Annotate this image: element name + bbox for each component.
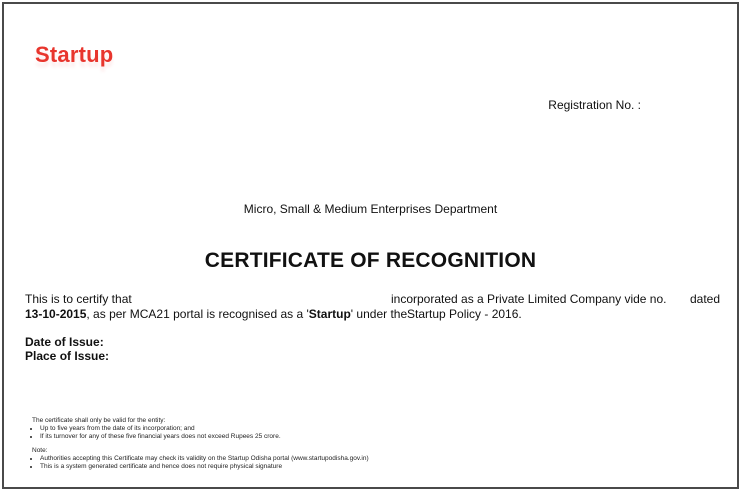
certification-statement: [25, 292, 720, 322]
date-of-issue-label: Date of Issue:: [25, 335, 104, 349]
validity-heading: The certificate shall only be valid for the entity:: [32, 417, 166, 424]
validity-notes: [32, 417, 369, 471]
issue-details: [25, 335, 109, 363]
mca-text: , as per MCA21 portal is recognised as a ': [86, 307, 309, 321]
note-item: • This is a system generated certificate and hence does not require physical signature: [40, 463, 369, 471]
place-of-issue-label: Place of Issue:: [25, 349, 110, 363]
incorporation-date: 13-10-2015: [25, 307, 87, 321]
note-item: • Authorities accepting this Certificate may check its validity on the Startup Odisha portal (www.startupodisha.gov.in): [40, 455, 369, 463]
startup-logo: Startup: [35, 42, 114, 67]
validity-item: • If its turnover for any of these five financial years does not exceed Rupees 25 crore.: [40, 433, 369, 441]
certificate-title: CERTIFICATE OF RECOGNITION: [204, 249, 537, 272]
note-heading: Note:: [32, 447, 48, 454]
note-list: [32, 455, 369, 471]
certify-intro: This is to certify that: [25, 292, 132, 306]
statement-line-2: [25, 307, 720, 322]
registration-number-label: Registration No. :: [548, 98, 641, 112]
validity-list: [32, 425, 369, 441]
validity-item: • Up to five years from the date of its incorporation; and: [40, 425, 369, 433]
dated-label: dated: [689, 292, 720, 306]
statement-line-1: [25, 292, 720, 307]
incorporation-text: incorporated as a Private Limited Company vide no.: [391, 292, 667, 306]
certificate-frame: [2, 2, 739, 489]
under-the-text: ' under the: [350, 307, 408, 321]
department-name: Micro, Small & Medium Enterprises Department: [243, 202, 498, 216]
startup-word: Startup: [308, 307, 351, 321]
policy-text: Startup Policy - 2016.: [407, 307, 522, 321]
